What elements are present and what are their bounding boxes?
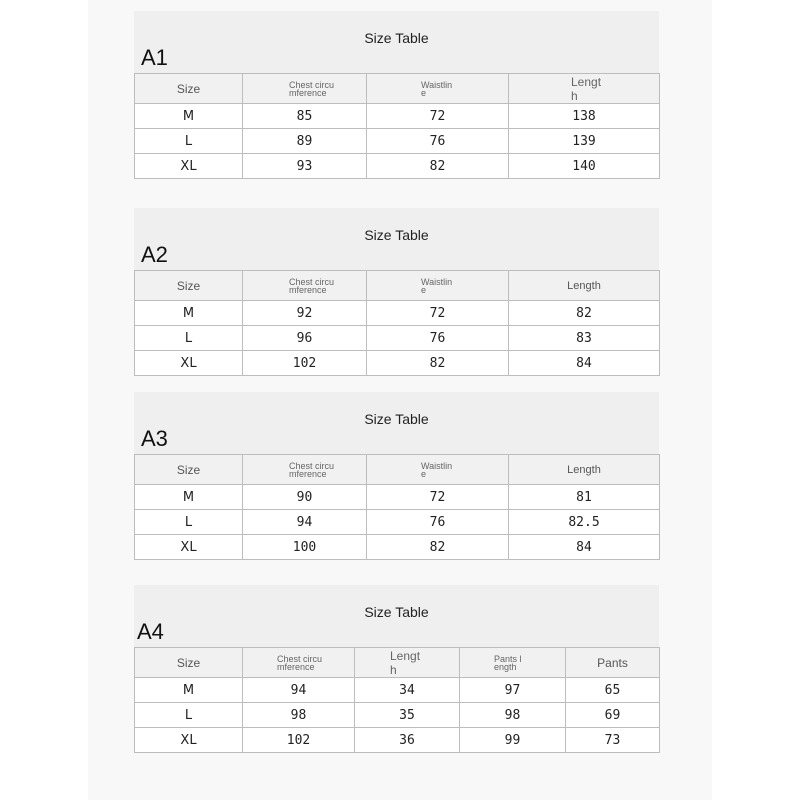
column-header-length — [355, 648, 460, 678]
column-header-size: Size — [135, 74, 243, 104]
column-header-chest-label: Chest circumference — [289, 79, 335, 98]
table-row — [135, 535, 660, 560]
size-table-block-a3 — [134, 392, 659, 560]
column-header-size: Size — [135, 648, 243, 678]
column-header-length-label: Length — [571, 74, 602, 103]
cell-length: 36 — [355, 728, 460, 753]
cell-length: 81 — [509, 485, 660, 510]
table-title: Size Table — [364, 411, 429, 427]
column-header-chest-label: Chest circumference — [289, 276, 335, 295]
cell-chest: 98 — [243, 703, 355, 728]
column-header-size: Size — [135, 455, 243, 485]
table-row — [135, 510, 660, 535]
column-header-waistline-label: Waistline — [421, 460, 453, 479]
cell-chest: 85 — [243, 104, 367, 129]
table-row — [135, 703, 660, 728]
table-label: A3 — [141, 426, 168, 451]
column-header-chest-label: Chest circumference — [277, 653, 323, 672]
table-header-band — [134, 392, 659, 454]
size-table-block-a1 — [134, 11, 659, 179]
table-title: Size Table — [364, 30, 429, 46]
cell-pants-length: 98 — [460, 703, 566, 728]
cell-size: M — [135, 485, 243, 510]
cell-size: L — [135, 703, 243, 728]
table-label: A1 — [141, 45, 168, 70]
header-row — [135, 271, 660, 301]
cell-length: 138 — [509, 104, 660, 129]
cell-waistline: 72 — [367, 104, 509, 129]
column-header-length: Length — [509, 271, 660, 301]
size-table — [134, 647, 660, 753]
size-table-block-a4 — [134, 585, 659, 753]
size-table-block-a2 — [134, 208, 659, 376]
cell-length: 82.5 — [509, 510, 660, 535]
column-header-chest — [243, 455, 367, 485]
cell-size: L — [135, 326, 243, 351]
cell-chest: 92 — [243, 301, 367, 326]
cell-size: XL — [135, 154, 243, 179]
cell-chest: 93 — [243, 154, 367, 179]
cell-waistline: 76 — [367, 326, 509, 351]
table-row — [135, 154, 660, 179]
cell-chest: 100 — [243, 535, 367, 560]
header-row — [135, 455, 660, 485]
cell-size: XL — [135, 351, 243, 376]
cell-size: XL — [135, 535, 243, 560]
cell-size: XL — [135, 728, 243, 753]
cell-size: M — [135, 104, 243, 129]
column-header-pants: Pants — [566, 648, 660, 678]
column-header-chest — [243, 648, 355, 678]
column-header-length — [509, 74, 660, 104]
cell-waistline: 76 — [367, 510, 509, 535]
cell-waistline: 76 — [367, 129, 509, 154]
table-header-band — [134, 585, 659, 647]
cell-chest: 96 — [243, 326, 367, 351]
table-label: A2 — [141, 242, 168, 267]
cell-waistline: 72 — [367, 485, 509, 510]
table-row — [135, 351, 660, 376]
column-header-length-label: Length — [390, 648, 421, 677]
table-row — [135, 104, 660, 129]
cell-chest: 89 — [243, 129, 367, 154]
column-header-waistline — [367, 74, 509, 104]
size-table — [134, 454, 660, 560]
cell-waistline: 82 — [367, 351, 509, 376]
cell-chest: 94 — [243, 510, 367, 535]
table-row — [135, 129, 660, 154]
column-header-pants-length-label: Pants length — [494, 653, 522, 672]
cell-length: 35 — [355, 703, 460, 728]
cell-length: 34 — [355, 678, 460, 703]
table-row — [135, 301, 660, 326]
table-title: Size Table — [364, 227, 429, 243]
cell-waistline: 82 — [367, 154, 509, 179]
cell-size: M — [135, 678, 243, 703]
cell-pants: 65 — [566, 678, 660, 703]
header-row — [135, 648, 660, 678]
size-table — [134, 270, 660, 376]
cell-size: M — [135, 301, 243, 326]
cell-length: 83 — [509, 326, 660, 351]
column-header-waistline-label: Waistline — [421, 79, 453, 98]
size-table — [134, 73, 660, 179]
column-header-chest — [243, 74, 367, 104]
cell-waistline: 72 — [367, 301, 509, 326]
column-header-length: Length — [509, 455, 660, 485]
header-row — [135, 74, 660, 104]
cell-size: L — [135, 510, 243, 535]
cell-pants-length: 99 — [460, 728, 566, 753]
table-row — [135, 678, 660, 703]
cell-waistline: 82 — [367, 535, 509, 560]
cell-pants: 69 — [566, 703, 660, 728]
column-header-waistline — [367, 455, 509, 485]
column-header-chest — [243, 271, 367, 301]
column-header-size: Size — [135, 271, 243, 301]
table-row — [135, 485, 660, 510]
cell-chest: 94 — [243, 678, 355, 703]
cell-chest: 102 — [243, 351, 367, 376]
table-row — [135, 326, 660, 351]
cell-size: L — [135, 129, 243, 154]
cell-length: 84 — [509, 351, 660, 376]
table-title: Size Table — [364, 604, 429, 620]
table-header-band — [134, 208, 659, 270]
cell-length: 84 — [509, 535, 660, 560]
table-row — [135, 728, 660, 753]
column-header-chest-label: Chest circumference — [289, 460, 335, 479]
table-header-band — [134, 11, 659, 73]
cell-length: 140 — [509, 154, 660, 179]
cell-length: 139 — [509, 129, 660, 154]
column-header-waistline-label: Waistline — [421, 276, 453, 295]
column-header-waistline — [367, 271, 509, 301]
cell-length: 82 — [509, 301, 660, 326]
column-header-pants-length — [460, 648, 566, 678]
table-label: A4 — [137, 619, 164, 644]
cell-chest: 102 — [243, 728, 355, 753]
cell-pants-length: 97 — [460, 678, 566, 703]
cell-pants: 73 — [566, 728, 660, 753]
cell-chest: 90 — [243, 485, 367, 510]
